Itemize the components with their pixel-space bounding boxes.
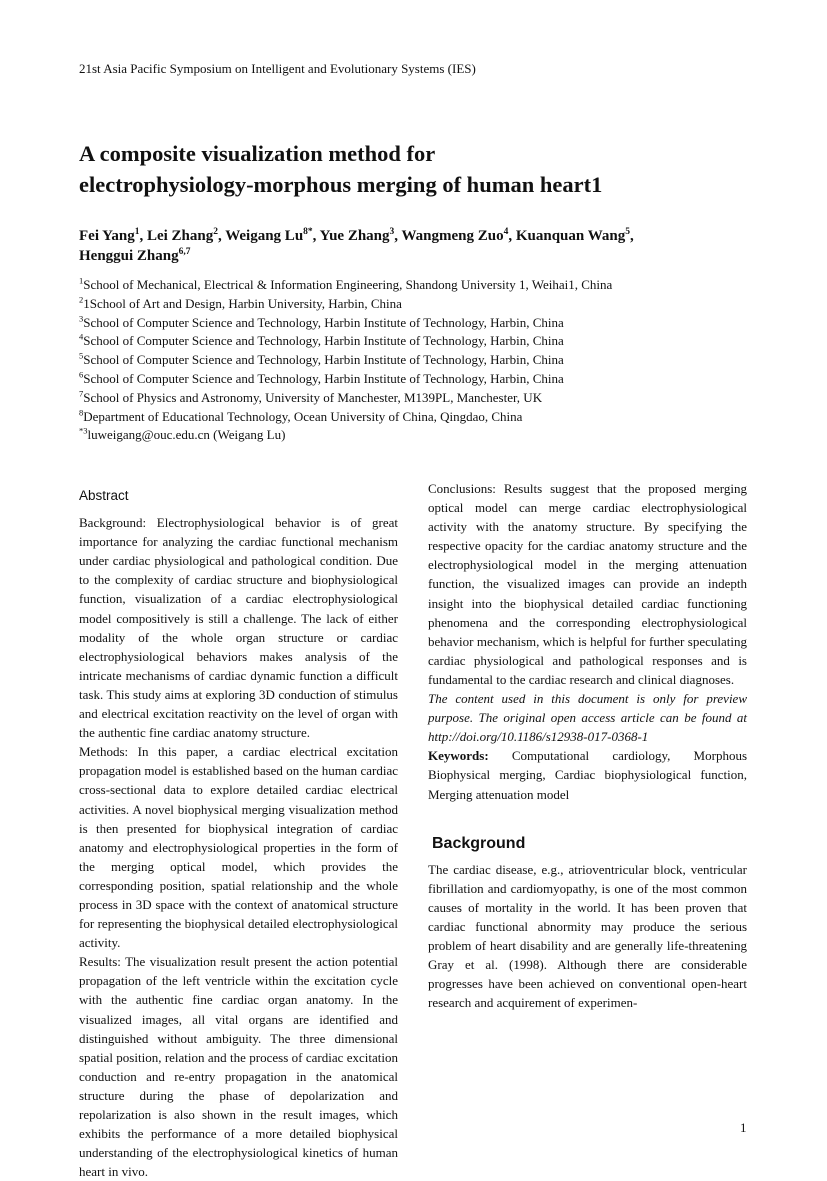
- affiliation-text: School of Computer Science and Technology, Harbin Institute of Technology, Harbin, China: [83, 314, 564, 330]
- affiliation-text: 1School of Art and Design, Harbin University, Harbin, China: [83, 295, 402, 311]
- background-paragraph: The cardiac disease, e.g., atrioventricular block, ventricular fibrillation and cardiomyopathy, is one of the most common causes of mortality in the world. It has been proven that cardiac functional abnormity may produce the serious problem of heart disability and are generally life-threatening Gray et al. (1998). Although there are considerable progresses have been achieved on conventional open-heart research and acquirement of experimen-: [428, 861, 747, 1011]
- author-affil-marker: 5: [625, 227, 630, 237]
- affiliation: [79, 408, 769, 427]
- abstract-conclusions: Conclusions: Results suggest that the proposed merging optical model can merge cardiac electrophysiological activity with the anatomy structure. By specifying the respective opacity for the cardiac anatomy structure and the electrophysiological model in the merging attenuation function, the visualized images can provide an indepth insight into the biophysical detailed cardiac functioning phenomena and the corresponding electrophysiological behavior mechanism, which is helpful for further speculating cardiac physiological and pathological responses and is fundamental to the cardiac research and clinical diagnoses.: [428, 481, 747, 687]
- affiliation-marker: 3: [79, 313, 84, 324]
- keywords-text: Computational cardiology, Morphous Biophysical merging, Cardiac biophysiological function, Merging attenuation model: [428, 748, 747, 802]
- affiliation-marker: 7: [79, 388, 84, 399]
- affiliation: [79, 351, 769, 370]
- abstract-background: Background: Electrophysiological behavior is of great importance for analyzing the cardiac functional mechanism under cardiac physiological and pathological condition. Due to the complexity of cardiac structure and biophysiological function, visualization of a cardiac electrophysiological model compositively is still a challenge. The lack of either modality of the whole organ structure or cardiac electrophysiological behaviors makes analysis of the intricate mechanisms of cardiac dynamic function a difficult task. This study aims at exploring 3D conduction of stimulus and electrical excitation reactivity on the level of organ with the authentic fine cardiac anatomy structure.: [79, 515, 398, 741]
- affiliation-marker: 2: [79, 294, 84, 305]
- author: Yue Zhang: [319, 228, 390, 244]
- title-line-2: electrophysiology-morphous merging of human heart1: [79, 172, 603, 197]
- affiliation-text: School of Computer Science and Technology, Harbin Institute of Technology, Harbin, China: [83, 370, 564, 386]
- author-separator: ,: [394, 228, 402, 244]
- affiliation-text: Department of Educational Technology, Ocean University of China, Qingdao, China: [83, 408, 523, 424]
- author: Weigang Lu: [225, 228, 304, 244]
- author: Lei Zhang: [146, 228, 214, 244]
- keywords-label: Keywords:: [428, 748, 489, 764]
- affiliation-text: School of Computer Science and Technology, Harbin Institute of Technology, Harbin, China: [83, 352, 564, 368]
- author-separator: ,: [217, 228, 226, 244]
- abstract-heading: Abstract: [79, 488, 129, 503]
- author-separator: ,: [508, 228, 516, 244]
- affiliation-marker: 1: [79, 275, 84, 286]
- author: Kuanquan Wang: [515, 228, 626, 244]
- author-separator: ,: [629, 228, 634, 244]
- author-list: [79, 226, 759, 266]
- affiliation-marker: 5: [79, 350, 84, 361]
- author: Henggui Zhang: [79, 248, 179, 264]
- abstract-results: Results: The visualization result present the action potential propagation of the left ventricle within the excitation cycle with the authentic fine cardiac organ anatomy. In the visualized images, all vital organs are identified and distinguished without ambiguity. The three dimensional spatial position, relation and the process of cardiac excitation conduction and re-entry propagation in the anatomical structure during the phase of depolarization and repolarization is also shown in the result images, which exhibits the performance of a more detailed biophysical understanding of the electrophysiological kinetics of human heart in vivo.: [79, 954, 398, 1180]
- author-separator: ,: [139, 228, 147, 244]
- author-affil-marker: 3: [389, 227, 395, 237]
- author-affil-marker: 4: [503, 227, 509, 237]
- right-column: [428, 479, 747, 1012]
- affiliation: [79, 314, 769, 333]
- author: Fei Yang: [79, 228, 135, 244]
- affiliation: [79, 295, 769, 314]
- author-affil-marker: 8*: [303, 227, 313, 237]
- affiliation-text: School of Mechanical, Electrical & Information Engineering, Shandong University 1, Weihai1, China: [83, 277, 613, 292]
- author-separator: ,: [312, 228, 320, 244]
- affiliation-marker: 8: [79, 407, 84, 418]
- affiliation-text: School of Computer Science and Technology, Harbin Institute of Technology, Harbin, China: [83, 333, 564, 349]
- author-affil-marker: 1: [134, 227, 140, 237]
- affiliation-text: School of Physics and Astronomy, University of Manchester, M139PL, Manchester, UK: [83, 389, 543, 405]
- affiliation-marker: 6: [79, 369, 84, 380]
- corresponding-email: [79, 426, 769, 445]
- keywords: [428, 746, 747, 803]
- running-head: 21st Asia Pacific Symposium on Intelligent and Evolutionary Systems (IES): [79, 61, 476, 76]
- abstract-methods: Methods: In this paper, a cardiac electrical excitation propagation model is established based on the human cardiac cross-sectional data to explore detailed cardiac electrical activities. A novel biophysical merging visualization method is then presented for biophysical integration of cardiac anatomy and electrophysiological properties in the form of the merging optical model, which provides the corresponding position, spatial relationship and the whole process in 3D space with the context of anatomical structure for representing the biophysical detailed electrophysiological activity.: [79, 744, 398, 951]
- affiliation: [79, 332, 769, 351]
- affiliation: [79, 370, 769, 389]
- author-affil-marker: 2: [213, 227, 218, 237]
- section-heading-background: Background: [432, 834, 526, 852]
- affiliation-marker: *3: [79, 426, 88, 437]
- paper-title: [79, 138, 759, 200]
- affiliation: [79, 276, 769, 295]
- page-number: 1: [740, 1120, 747, 1135]
- author: Wangmeng Zuo: [401, 228, 504, 244]
- affiliation-list: [79, 276, 769, 445]
- preview-note: The content used in this document is only for preview purpose. The original open access article can be found at http://doi.org/10.1186/s12938-017-0368-1: [428, 691, 747, 745]
- title-line-1: A composite visualization method for: [79, 141, 436, 166]
- affiliation: [79, 389, 769, 408]
- affiliation-text: luweigang@ouc.edu.cn (Weigang Lu): [87, 427, 286, 443]
- affiliation-marker: 4: [79, 332, 84, 343]
- left-column: [79, 486, 398, 1181]
- author-affil-marker: 6,7: [178, 247, 191, 257]
